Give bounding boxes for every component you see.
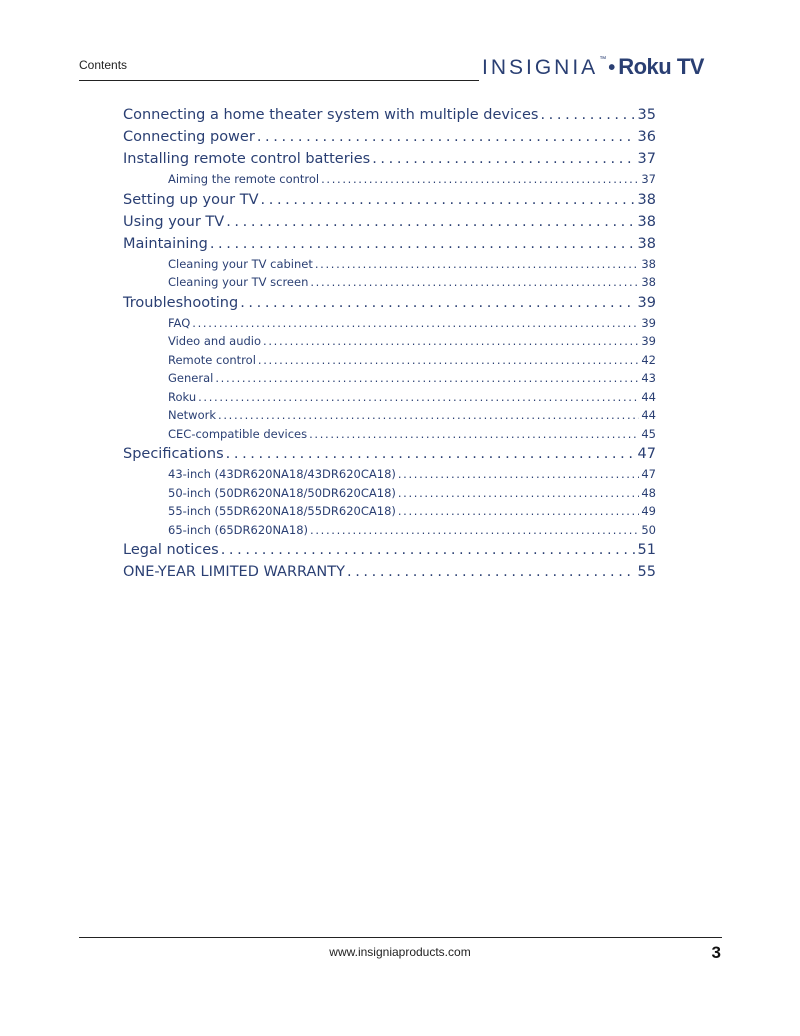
toc-subentry[interactable]	[123, 351, 656, 370]
toc-entry-page: 50	[641, 522, 656, 537]
dot-leader	[540, 104, 635, 126]
toc-subentry[interactable]	[123, 388, 656, 407]
toc-entry-title: Roku	[168, 389, 197, 404]
toc-subentry[interactable]	[123, 332, 656, 351]
dot-leader	[198, 388, 639, 407]
toc-entry-title: CEC-compatible devices	[168, 426, 308, 441]
dot-leader	[310, 521, 639, 540]
toc-subentry[interactable]	[123, 369, 656, 388]
toc-entry[interactable]	[123, 189, 656, 211]
toc-entry-page: 44	[641, 408, 656, 422]
toc-entry-page: 39	[637, 294, 656, 311]
toc-entry-page: 43	[641, 371, 656, 385]
toc-entry-page: 38	[641, 256, 656, 271]
toc-entry-title: General	[168, 371, 214, 385]
dot-leader	[372, 148, 635, 170]
toc-subentry[interactable]	[123, 406, 656, 425]
toc-entry-title: 55-inch (55DR620NA18/55DR620CA18)	[168, 504, 396, 518]
dot-leader	[257, 126, 636, 148]
footer-url[interactable]: www.insigniaproducts.com	[329, 945, 471, 959]
toc-entry-title: Setting up your TV	[123, 191, 259, 208]
toc-entry[interactable]	[123, 233, 656, 255]
toc-entry[interactable]	[123, 104, 656, 126]
toc-entry-title: 65-inch (65DR620NA18)	[168, 522, 309, 537]
dot-leader	[315, 255, 639, 274]
toc-entry-page: 39	[641, 334, 656, 348]
toc-entry[interactable]	[123, 126, 656, 148]
toc-entry[interactable]	[123, 292, 656, 314]
toc-entry-title: FAQ	[168, 315, 191, 330]
toc-entry-title: Aiming the remote control	[168, 172, 320, 186]
toc-entry-page: 38	[637, 235, 656, 252]
toc-entry-page: 49	[641, 504, 656, 518]
dot-leader	[218, 406, 639, 425]
toc-entry[interactable]	[123, 443, 656, 465]
toc-entry-title: Maintaining	[123, 235, 208, 252]
toc-entry-page: 47	[637, 446, 656, 462]
dot-leader	[310, 273, 639, 292]
toc-subentry[interactable]	[123, 521, 656, 540]
toc-entry-title: Installing remote control batteries	[123, 151, 371, 167]
table-of-contents	[123, 104, 656, 583]
page-number: 3	[711, 943, 721, 962]
header-rule	[79, 80, 479, 81]
toc-subentry[interactable]	[123, 255, 656, 274]
toc-entry-title: Cleaning your TV cabinet	[168, 256, 313, 271]
dot-leader	[215, 369, 639, 388]
dot-leader	[321, 170, 639, 189]
toc-entry[interactable]	[123, 211, 656, 233]
toc-subentry[interactable]	[123, 314, 656, 333]
toc-entry[interactable]	[123, 539, 656, 561]
toc-subentry[interactable]	[123, 425, 656, 444]
toc-entry-page: 55	[637, 564, 656, 580]
dot-leader	[398, 502, 639, 521]
toc-entry-page: 38	[637, 191, 656, 208]
toc-entry-page: 36	[637, 129, 656, 145]
brand-trademark: ™	[599, 56, 607, 63]
toc-entry-page: 51	[637, 542, 656, 558]
brand-insignia: INSIGNIA	[482, 56, 599, 79]
dot-leader	[398, 484, 639, 503]
footer-rule	[79, 937, 722, 938]
toc-entry-title: 43-inch (43DR620NA18/43DR620CA18)	[168, 467, 396, 481]
dot-leader	[192, 314, 639, 333]
dot-leader	[221, 539, 636, 561]
dot-leader	[258, 351, 639, 370]
toc-subentry[interactable]	[123, 465, 656, 484]
dot-leader	[240, 292, 635, 314]
dot-leader	[226, 211, 635, 233]
toc-entry-page: 38	[641, 275, 656, 289]
toc-entry-title: Troubleshooting	[123, 294, 239, 311]
dot-leader	[226, 443, 636, 465]
toc-entry-page: 48	[641, 485, 656, 500]
toc-entry-title: Network	[168, 408, 217, 422]
toc-subentry[interactable]	[123, 273, 656, 292]
toc-entry-page: 42	[641, 352, 656, 367]
toc-entry-title: ONE-YEAR LIMITED WARRANTY	[123, 564, 345, 580]
toc-entry-title: Specifications	[123, 446, 224, 462]
dot-leader	[398, 465, 639, 484]
toc-entry-title: Using your TV	[123, 213, 225, 230]
dot-leader	[261, 189, 636, 211]
toc-entry-page: 38	[637, 213, 656, 230]
toc-subentry[interactable]	[123, 170, 656, 189]
toc-entry-page: 37	[637, 151, 656, 167]
toc-entry-page: 44	[641, 389, 656, 404]
toc-entry-title: 50-inch (50DR620NA18/50DR620CA18)	[168, 485, 396, 500]
section-label: Contents	[79, 58, 128, 72]
toc-entry-page: 35	[637, 107, 656, 123]
toc-entry-title: Legal notices	[123, 542, 219, 558]
dot-leader	[347, 561, 636, 583]
toc-entry[interactable]	[123, 148, 656, 170]
toc-entry[interactable]	[123, 561, 656, 583]
toc-entry-title: Video and audio	[168, 334, 262, 348]
toc-entry-page: 45	[641, 426, 656, 441]
brand-dot: •	[608, 57, 616, 79]
toc-entry-title: Connecting a home theater system with multiple devices	[123, 107, 539, 123]
toc-entry-title: Connecting power	[123, 129, 255, 145]
toc-entry-title: Cleaning your TV screen	[168, 275, 309, 289]
dot-leader	[309, 425, 639, 444]
toc-entry-title: Remote control	[168, 352, 256, 367]
toc-subentry[interactable]	[123, 484, 656, 503]
toc-entry-page: 39	[641, 315, 656, 330]
dot-leader	[210, 233, 636, 255]
toc-entry-page: 37	[641, 172, 656, 186]
brand-roku-tv: Roku TV	[618, 54, 704, 79]
dot-leader	[263, 332, 639, 351]
toc-entry-page: 47	[641, 467, 656, 481]
brand-logo	[482, 56, 704, 78]
toc-subentry[interactable]	[123, 502, 656, 521]
